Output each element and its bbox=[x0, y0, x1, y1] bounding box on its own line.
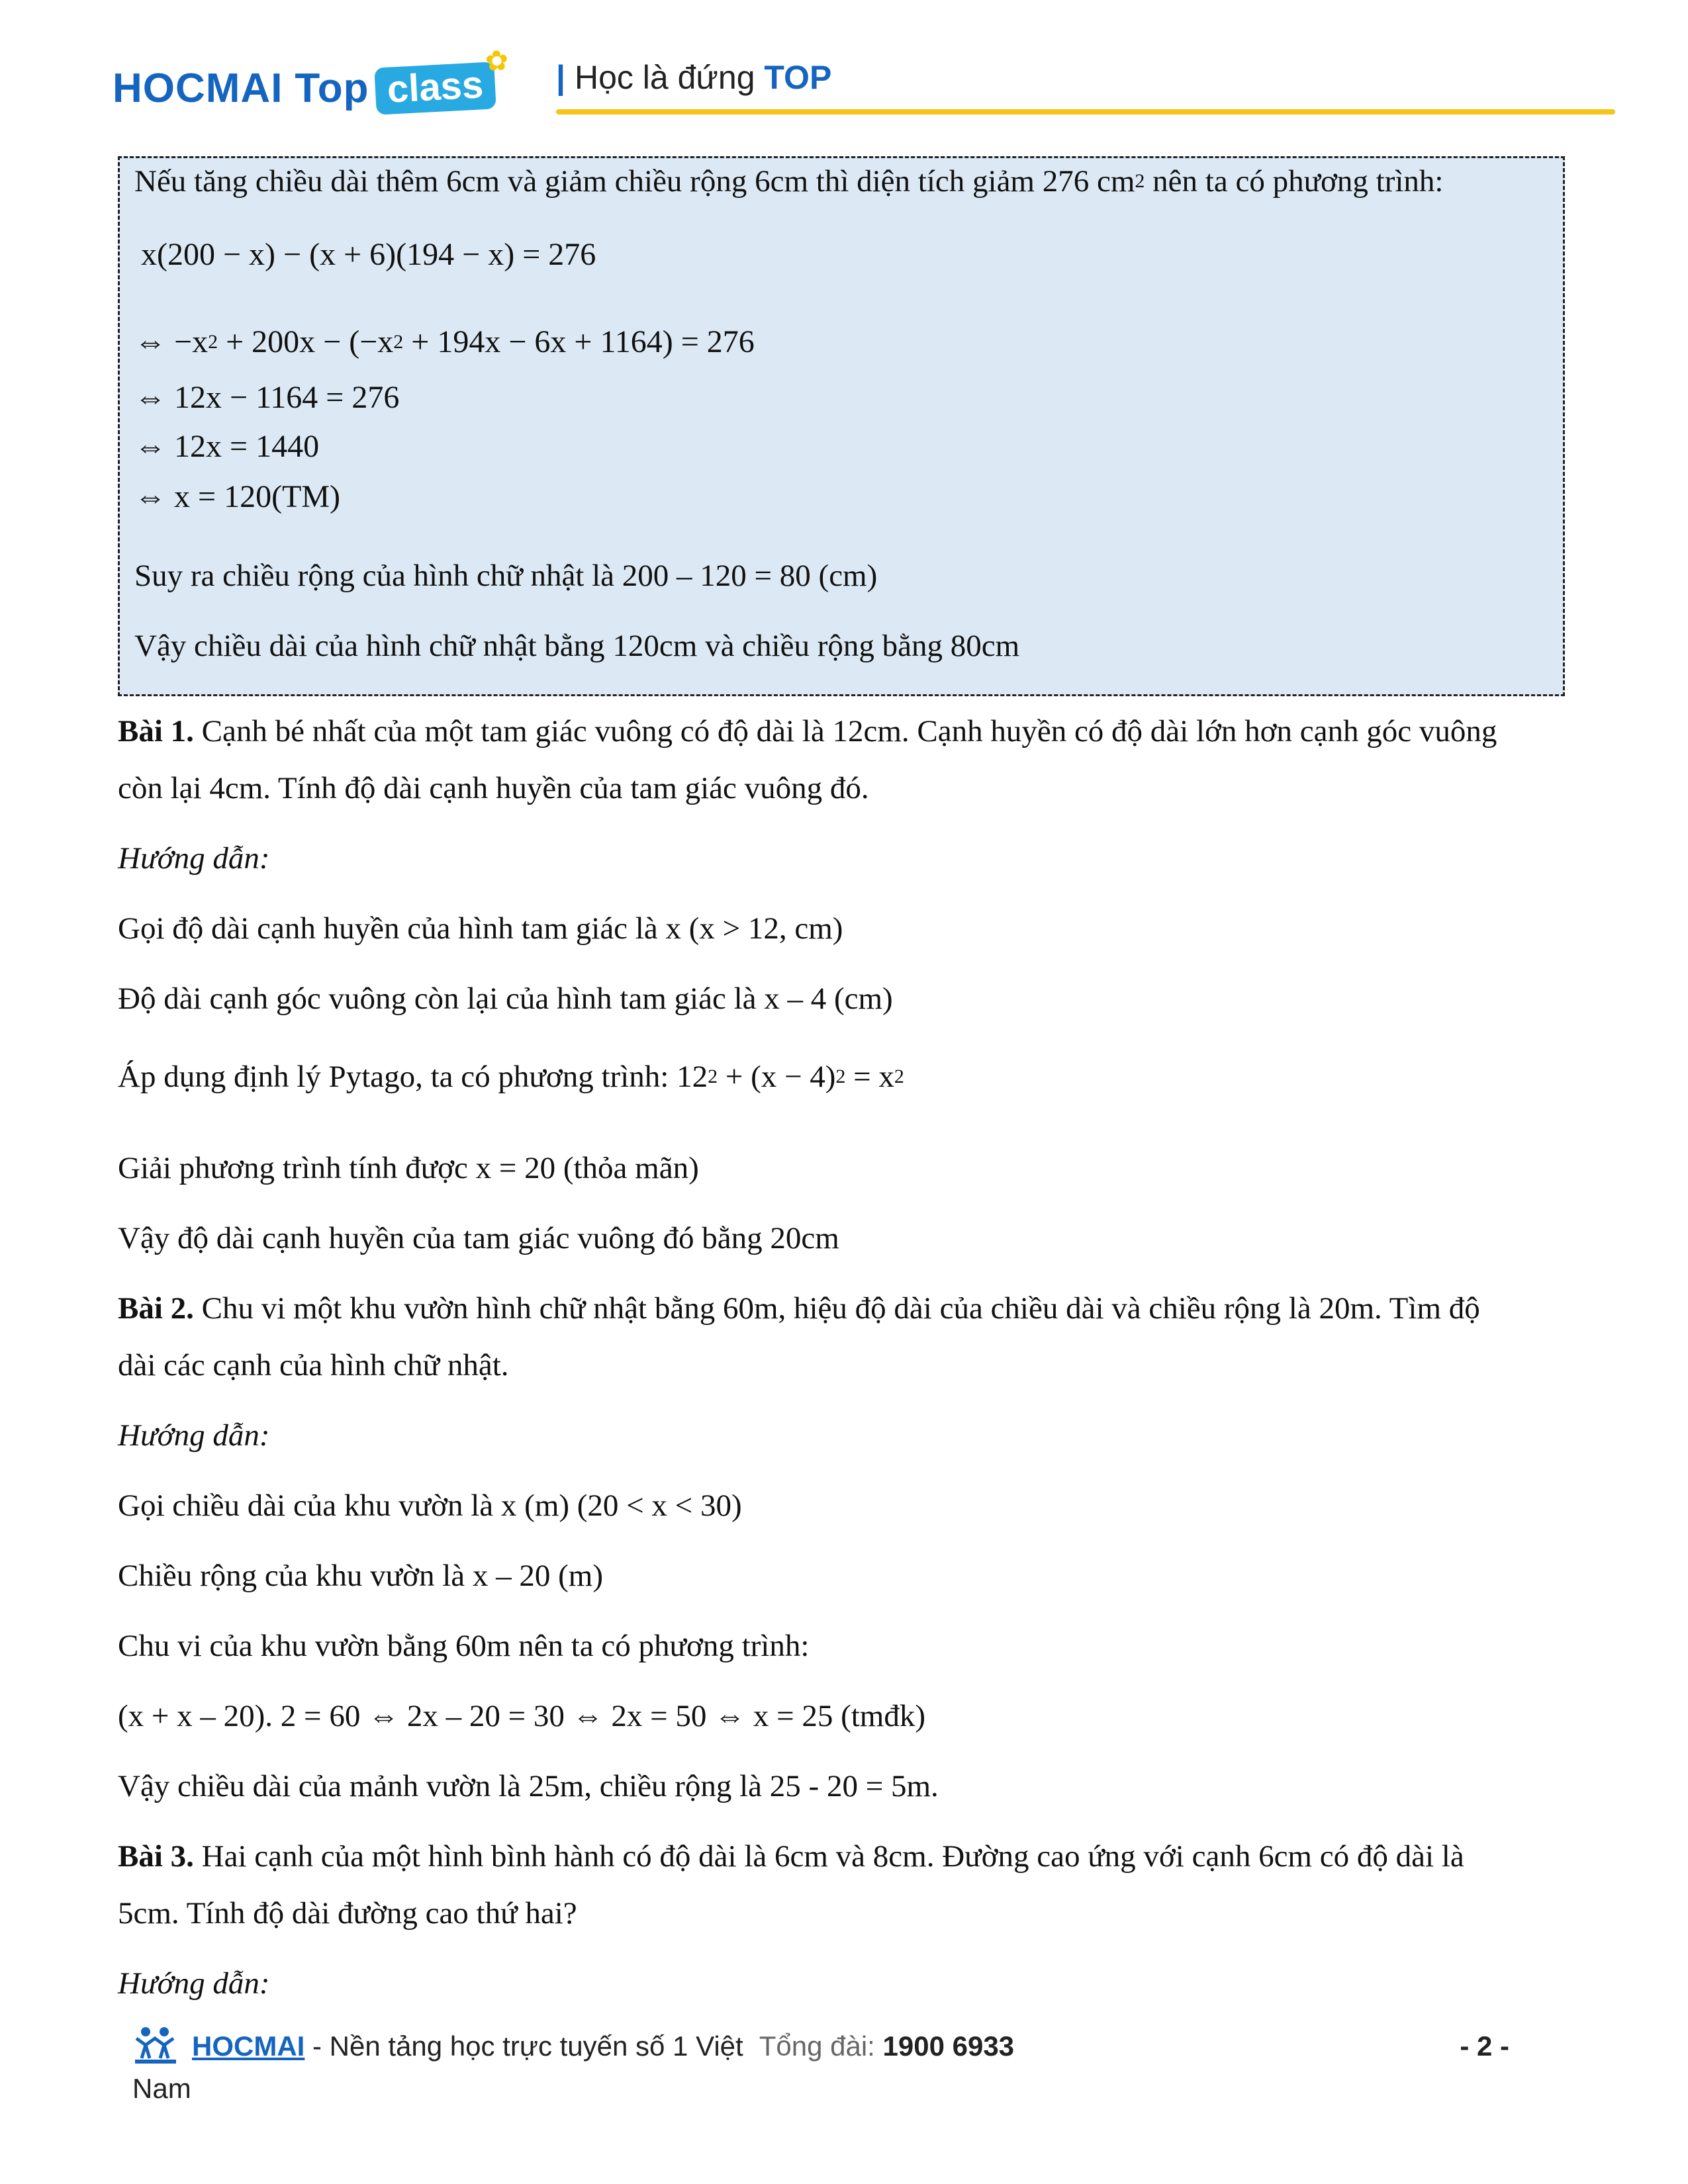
bai1-step-5: Vậy độ dài cạnh huyền của tam giác vuông đó bằng 20cm bbox=[118, 1221, 839, 1255]
bai2-step-2: Chiều rộng của khu vườn là x – 20 (m) bbox=[118, 1559, 603, 1593]
equation-3: ⇔ 12x − 1164 = 276 bbox=[134, 380, 400, 415]
equation-2-part-a: ⇔ −x bbox=[134, 324, 209, 359]
bai2-step-1: Gọi chiều dài của khu vườn là x (m) (20 < x < 30) bbox=[118, 1488, 742, 1523]
bai1-step-3-text: Áp dụng định lý Pytago, ta có phương trình: bbox=[118, 1060, 677, 1094]
tagline-bar: | bbox=[556, 59, 565, 96]
bai3-text1: Hai cạnh của một hình bình hành có độ dài là 6cm và 8cm. Đường cao ứng với cạnh 6cm có độ dài là bbox=[193, 1839, 1464, 1874]
bai1-eq-sup-2: 2 bbox=[835, 1066, 846, 1087]
equation-2-sup-1: 2 bbox=[208, 331, 218, 353]
bai3-question-line1 bbox=[118, 1839, 1464, 1874]
box-intro-text: Nếu tăng chiều dài thêm 6cm và giảm chiều rộng 6cm thì diện tích giảm 276 cm bbox=[134, 164, 1135, 199]
logo-class-text: class bbox=[386, 62, 485, 111]
equation-2 bbox=[134, 324, 755, 360]
footer-slogan: - Nền tảng học trực tuyến số 1 Việt bbox=[305, 2030, 743, 2062]
tagline-text: Học là đứng bbox=[575, 59, 755, 96]
bai2-step-4: (x + x – 20). 2 = 60 ⇔ 2x – 20 = 30 ⇔ 2x = 50 ⇔ x = 25 (tmđk) bbox=[118, 1699, 926, 1733]
bai2-text1: Chu vi một khu vườn hình chữ nhật bằng 60m, hiệu độ dài của chiều dài và chiều rộng là 20m. Tìm độ bbox=[193, 1291, 1480, 1326]
solution-box bbox=[118, 156, 1565, 696]
bai1-guide-heading: Hướng dẫn: bbox=[118, 841, 270, 876]
bai2-step-3: Chu vi của khu vườn bằng 60m nên ta có phương trình: bbox=[118, 1629, 810, 1663]
bai2-question-line1 bbox=[118, 1291, 1480, 1326]
logo-class-badge bbox=[375, 43, 510, 114]
tagline-top: TOP bbox=[764, 59, 832, 96]
page-header bbox=[113, 40, 1509, 119]
bai3-question-line2: 5cm. Tính độ dài đường cao thứ hai? bbox=[118, 1896, 577, 1931]
equation-2-sup-2: 2 bbox=[393, 331, 404, 353]
star-icon: ✿ bbox=[485, 43, 510, 77]
hocmai-topclass-logo bbox=[113, 43, 510, 124]
footer-line1 bbox=[192, 2030, 1014, 2062]
box-intro-sup: 2 bbox=[1135, 170, 1145, 192]
bai3-label: Bài 3. bbox=[118, 1839, 194, 1874]
bai3-guide-heading: Hướng dẫn: bbox=[118, 1966, 270, 2001]
equation-4: ⇔ 12x = 1440 bbox=[134, 429, 320, 464]
bai2-question-line2: dài các cạnh của hình chữ nhật. bbox=[118, 1348, 509, 1383]
equation-5: ⇔ x = 120(TM) bbox=[134, 479, 341, 514]
bai2-guide-heading: Hướng dẫn: bbox=[118, 1418, 270, 1453]
bai1-question-line1 bbox=[118, 713, 1497, 749]
footer-hotline: 1900 6933 bbox=[882, 2030, 1015, 2062]
equation-1: x(200 − x) − (x + 6)(194 − x) = 276 bbox=[141, 237, 596, 272]
bai1-step-4: Giải phương trình tính được x = 20 (thỏa mãn) bbox=[118, 1151, 699, 1185]
box-conclusion-1: Suy ra chiều rộng của hình chữ nhật là 200 – 120 = 80 (cm) bbox=[134, 559, 878, 593]
bai1-eq-part-b: + (x − 4) bbox=[718, 1060, 836, 1094]
logo-hocmai-text: HOCMAI bbox=[113, 65, 283, 111]
bai1-step-2: Độ dài cạnh góc vuông còn lại của hình tam giác là x – 4 (cm) bbox=[118, 981, 893, 1016]
hocmai-people-icon bbox=[132, 2025, 179, 2065]
bai1-label: Bài 1. bbox=[118, 714, 194, 749]
bai1-eq-sup-3: 2 bbox=[894, 1066, 904, 1087]
box-intro-end: nên ta có phương trình: bbox=[1145, 164, 1444, 199]
box-intro bbox=[134, 163, 1443, 199]
footer-line2: Nam bbox=[132, 2073, 191, 2104]
footer-brand-link[interactable]: HOCMAI bbox=[192, 2030, 305, 2062]
logo-top-text: Top bbox=[295, 65, 369, 111]
bai1-eq-sup-1: 2 bbox=[708, 1066, 718, 1087]
bai2-step-5: Vậy chiều dài của mảnh vườn là 25m, chiều rộng là 25 - 20 = 5m. bbox=[118, 1769, 939, 1803]
bai1-eq-part-c: = x bbox=[845, 1060, 894, 1094]
bai1-step-3 bbox=[118, 1059, 904, 1095]
page-number: - 2 - bbox=[1460, 2030, 1509, 2062]
header-divider bbox=[556, 109, 1615, 114]
box-conclusion-2: Vậy chiều dài của hình chữ nhật bằng 120cm và chiều rộng bằng 80cm bbox=[134, 629, 1020, 663]
equation-2-part-c: + 194x − 6x + 1164) = 276 bbox=[403, 324, 755, 359]
footer-hotline-label: Tổng đài: bbox=[759, 2030, 883, 2062]
bai1-question-line2: còn lại 4cm. Tính độ dài cạnh huyền của tam giác vuông đó. bbox=[118, 771, 869, 805]
page-footer bbox=[132, 2025, 1523, 2138]
equation-2-part-b: + 200x − (−x bbox=[218, 324, 394, 359]
bai1-text1: Cạnh bé nhất của một tam giác vuông có độ dài là 12cm. Cạnh huyền có độ dài lớn hơn cạnh góc vuông bbox=[193, 714, 1497, 749]
bai1-eq-part-a: 12 bbox=[677, 1060, 708, 1094]
bai1-step-1: Gọi độ dài cạnh huyền của hình tam giác là x (x > 12, cm) bbox=[118, 911, 843, 946]
bai2-label: Bài 2. bbox=[118, 1291, 194, 1326]
tagline bbox=[556, 58, 831, 97]
